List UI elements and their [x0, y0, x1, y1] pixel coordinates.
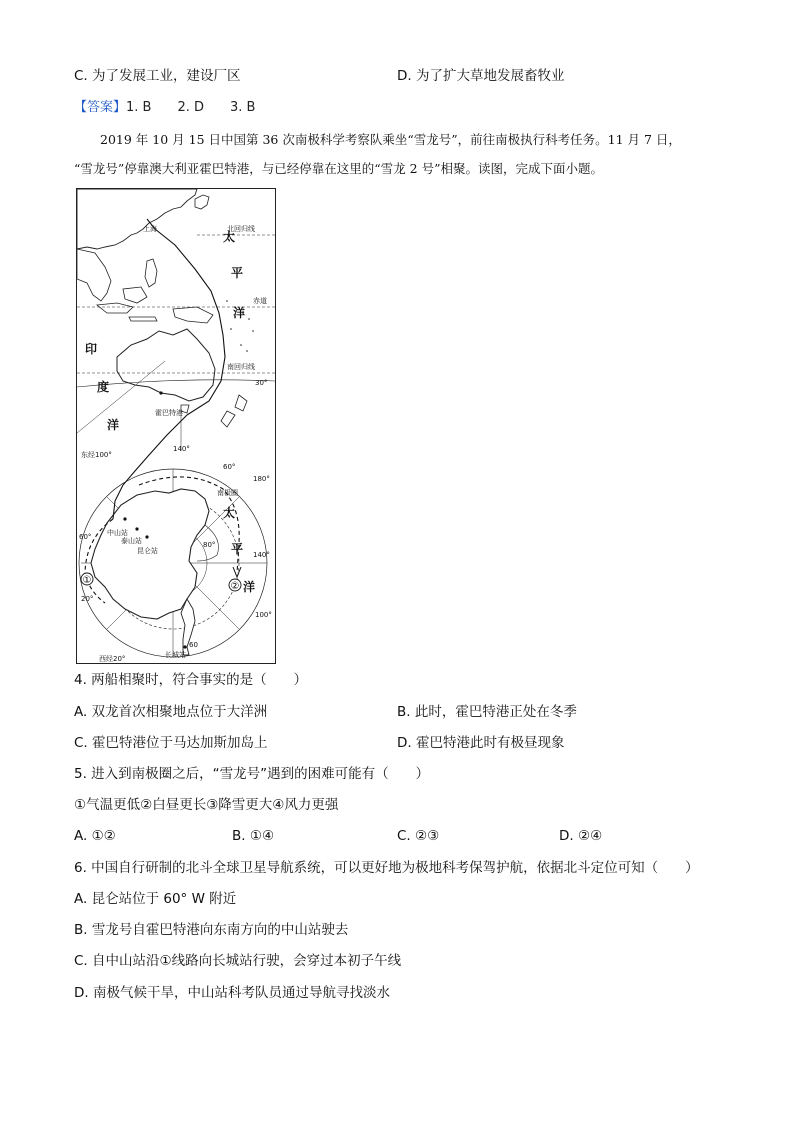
asia-landmass [77, 189, 197, 249]
label-lat80: 80° [203, 541, 216, 549]
answer-values: 1. B 2. D 3. B [126, 100, 256, 115]
label-kunlun: 昆仑站 [137, 547, 158, 555]
q4-option-d: D. 霍巴特港此时有极昼现象 [397, 735, 565, 751]
passage-line-2: “雪龙号”停靠澳大利亚霍巴特港，与已经停靠在这里的“雪龙 2 号”相聚。读图，完成下面小题。 [74, 161, 603, 176]
label-lon180: 180° [253, 475, 270, 483]
java [129, 317, 157, 321]
philippines [145, 259, 157, 287]
label-zhongshan: 中山站 [107, 529, 128, 537]
passage-line-1: 2019 年 10 月 15 日中国第 36 次南极科学考察队乘坐“雪龙号”，前往南极执行科考任务。11 月 7 日， [100, 132, 681, 147]
q6-option-d: D. 南极气候干旱，中山站科考队员通过导航寻找淡水 [74, 985, 390, 1001]
label-lon140-top: 140° [173, 445, 190, 453]
passage [74, 130, 734, 179]
q5-option-a: A. ①② [74, 828, 116, 844]
japan-island [195, 195, 209, 209]
label-equator: 赤道 [253, 297, 267, 305]
label-route-1: ① [82, 575, 92, 586]
label-west20: 西经20° [99, 655, 126, 663]
option-c-prev: C. 为了发展工业，建设厂区 [74, 68, 241, 84]
ocean-label-yang3: 洋 [243, 580, 256, 594]
q5-option-d: D. ②④ [559, 828, 603, 844]
q5-option-b: B. ①④ [232, 828, 275, 844]
label-route-2: ② [230, 581, 240, 592]
label-antarctic-circle: 南极圈 [217, 489, 238, 497]
answer-label: 【答案】 [74, 100, 127, 115]
route-map [76, 188, 276, 664]
label-east100: 东经100° [81, 451, 112, 459]
option-d-prev: D. 为了扩大草地发展畜牧业 [397, 68, 565, 84]
q5-option-c: C. ②③ [397, 828, 440, 844]
label-tropic-cancer: 北回归线 [227, 225, 255, 233]
ocean-label-yin: 印 [85, 342, 98, 356]
ocean-label-yang2: 洋 [107, 418, 120, 432]
ocean-label-ping2: 平 [231, 542, 244, 556]
ocean-label-tai: 太 [223, 230, 236, 244]
label-lon140-right: 140° [253, 551, 270, 559]
q4-option-a: A. 双龙首次相聚地点位于大洋洲 [74, 704, 268, 720]
q4-option-b: B. 此时，霍巴特港正处在冬季 [397, 704, 577, 720]
label-shanghai: 上海 [143, 225, 157, 233]
label-lat60-right: 60° [223, 463, 236, 471]
australia [117, 329, 215, 401]
new-zealand [221, 395, 247, 427]
label-taishan: 泰山站 [121, 537, 142, 545]
q4-stem: 4. 两船相聚时，符合事实的是（ ） [74, 672, 308, 688]
q6-option-a: A. 昆仑站位于 60° W 附近 [74, 891, 237, 907]
label-lon20: 20° [81, 595, 94, 603]
label-changcheng: 长城站 [165, 651, 186, 659]
ocean-label-tai2: 太 [223, 506, 236, 520]
ocean-label-yang: 洋 [233, 306, 246, 320]
q5-stem: 5. 进入到南极圈之后，“雪龙号”遇到的困难可能有（ ） [74, 766, 430, 782]
label-lat30: 30° [255, 379, 268, 387]
q5-items: ①气温更低②白昼更长③降雪更大④风力更强 [74, 797, 339, 813]
map-svg [77, 189, 275, 663]
new-guinea [173, 307, 213, 323]
label-hobart: 霍巴特港 [155, 409, 183, 417]
q6-stem: 6. 中国自行研制的北斗全球卫星导航系统，可以更好地为极地科考保驾护航，依据北斗定位可知（ ） [74, 860, 699, 876]
answer-row [74, 98, 255, 118]
q6-option-c: C. 自中山站沿①线路向长城站行驶，会穿过本初子午线 [74, 953, 402, 969]
indochina [77, 249, 111, 301]
borneo [123, 287, 147, 303]
sumatra [97, 303, 133, 313]
q6-option-b: B. 雪龙号自霍巴特港向东南方向的中山站驶去 [74, 922, 349, 938]
ocean-label-ping: 平 [231, 266, 244, 280]
q4-option-c: C. 霍巴特港位于马达加斯加岛上 [74, 735, 268, 751]
label-lat60-left: 60° [79, 533, 92, 541]
ocean-label-du: 度 [97, 380, 110, 394]
label-tropic-capricorn: 南回归线 [227, 363, 255, 371]
label-lat60-bottom: 60 [189, 641, 198, 649]
label-lon100-right: 100° [255, 611, 272, 619]
